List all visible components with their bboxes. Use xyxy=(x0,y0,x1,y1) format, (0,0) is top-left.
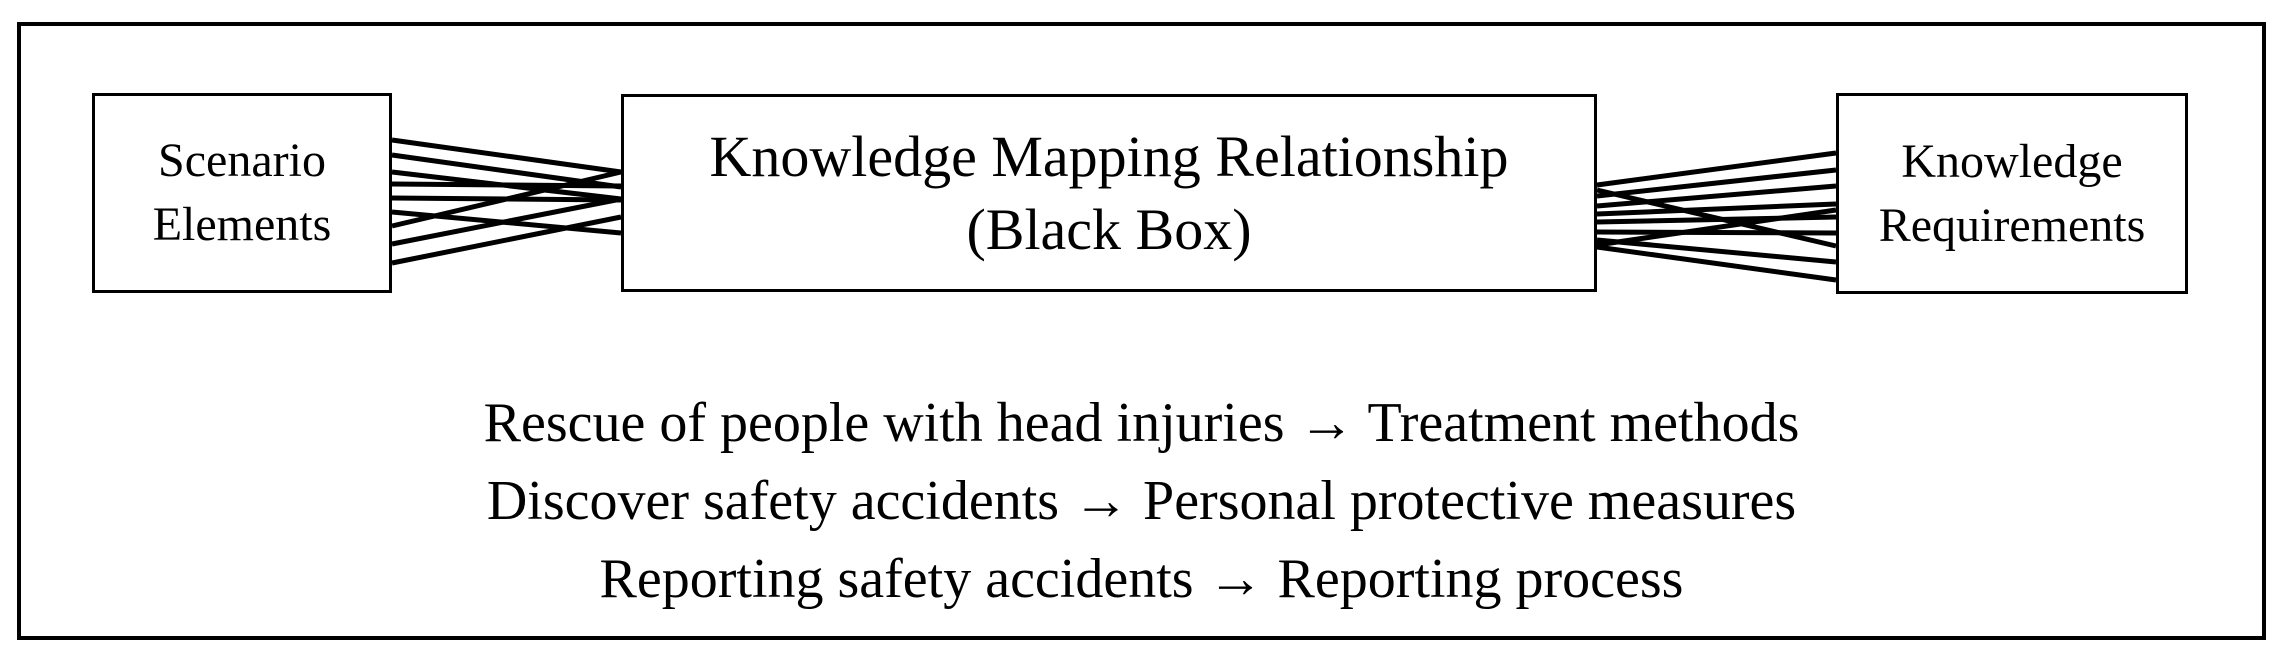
mapping-from: Discover safety accidents xyxy=(486,470,1060,532)
knowledge-requirements-label-line2: Requirements xyxy=(1878,198,2146,252)
mapping-example-line xyxy=(17,540,2266,618)
mapping-examples xyxy=(17,384,2266,618)
arrow-icon: → xyxy=(1298,392,1355,454)
knowledge-mapping-label-line2: (Black Box) xyxy=(966,197,1252,262)
scenario-elements-label-line1: Scenario xyxy=(158,134,326,187)
mapping-example-line xyxy=(17,384,2266,462)
arrow-icon: → xyxy=(1073,470,1130,532)
arrow-icon: → xyxy=(1207,548,1264,610)
mapping-from: Reporting safety accidents xyxy=(599,548,1194,610)
mapping-from: Rescue of people with head injuries xyxy=(483,392,1285,454)
scenario-elements-label-line2: Elements xyxy=(152,198,332,251)
knowledge-mapping-box xyxy=(621,94,1597,292)
mapping-to: Personal protective measures xyxy=(1143,470,1797,532)
knowledge-mapping-label-line1: Knowledge Mapping Relationship xyxy=(709,124,1509,189)
scenario-elements-box xyxy=(92,93,392,293)
knowledge-requirements-label-line1: Knowledge xyxy=(1901,134,2123,188)
mapping-to: Treatment methods xyxy=(1367,392,1800,454)
mapping-to: Reporting process xyxy=(1277,548,1684,610)
mapping-example-line xyxy=(17,462,2266,540)
knowledge-requirements-box xyxy=(1836,93,2188,294)
